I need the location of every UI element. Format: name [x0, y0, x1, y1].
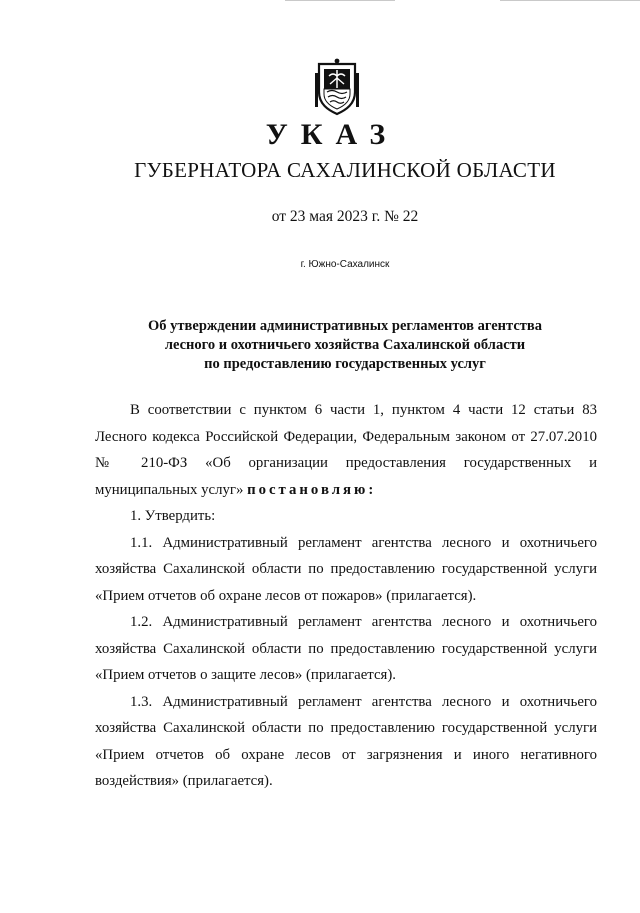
item-1-3-paragraph — [95, 689, 597, 795]
paragraph-line: «Прием отчетов об охране лесов от пожаров» (прилагается). — [95, 587, 477, 604]
paragraph-line: хозяйства Сахалинской области по предоставлению государственной услуги — [95, 720, 597, 736]
coat-of-arms-icon — [315, 58, 359, 116]
preamble-paragraph — [95, 397, 597, 503]
paragraph-line: № 210-ФЗ «Об организации предоставления государственных и — [95, 455, 597, 471]
item-1-2-paragraph — [95, 609, 597, 689]
scan-edge-mark — [500, 0, 640, 1]
decree-body — [95, 397, 597, 795]
decree-city: г. Южно-Сахалинск — [300, 259, 390, 270]
paragraph-line: 1.3. Административный регламент агентства лесного и охотничьего — [130, 693, 597, 710]
paragraph-line — [95, 477, 597, 504]
decree-date-number: от 23 мая 2023 г. № 22 — [271, 208, 419, 225]
paragraph-line: В соответствии с пунктом 6 части 1, пунктом 4 части 12 статьи 83 — [130, 402, 597, 418]
preamble-last-text: муниципальных услуг» — [95, 481, 244, 498]
item-1-paragraph — [95, 503, 597, 530]
paragraph-line: Лесного кодекса Российской Федерации, Федеральным законом от 27.07.2010 — [95, 428, 597, 445]
decree-word: постановляю: — [247, 481, 377, 498]
decree-heading — [0, 317, 640, 374]
paragraph-line: «Прием отчетов об охране лесов от загрязнения и иного негативного — [95, 746, 597, 763]
heading-line: лесного и охотничьего хозяйства Сахалинской области — [164, 337, 526, 353]
scan-edge-mark — [285, 0, 395, 1]
paragraph-line: воздействия» (прилагается). — [95, 773, 273, 789]
paragraph-line: хозяйства Сахалинской области по предоставлению государственной услуги — [95, 561, 597, 577]
heading-line: Об утверждении административных регламентов агентства — [148, 318, 542, 334]
document-subtitle: ГУБЕРНАТОРА САХАЛИНСКОЙ ОБЛАСТИ — [134, 158, 556, 182]
paragraph-line: хозяйства Сахалинской области по предоставлению государственной услуги — [95, 640, 597, 657]
paragraph-line: «Прием отчетов о защите лесов» (прилагается). — [95, 667, 396, 683]
heading-line: по предоставлению государственных услуг — [204, 356, 486, 372]
paragraph-line: 1. Утвердить: — [130, 508, 216, 524]
document-title: УКАЗ — [265, 118, 399, 151]
paragraph-line: 1.2. Административный регламент агентства лесного и охотничьего — [130, 614, 597, 630]
paragraph-line: 1.1. Административный регламент агентства лесного и охотничьего — [130, 534, 597, 551]
item-1-1-paragraph — [95, 530, 597, 610]
